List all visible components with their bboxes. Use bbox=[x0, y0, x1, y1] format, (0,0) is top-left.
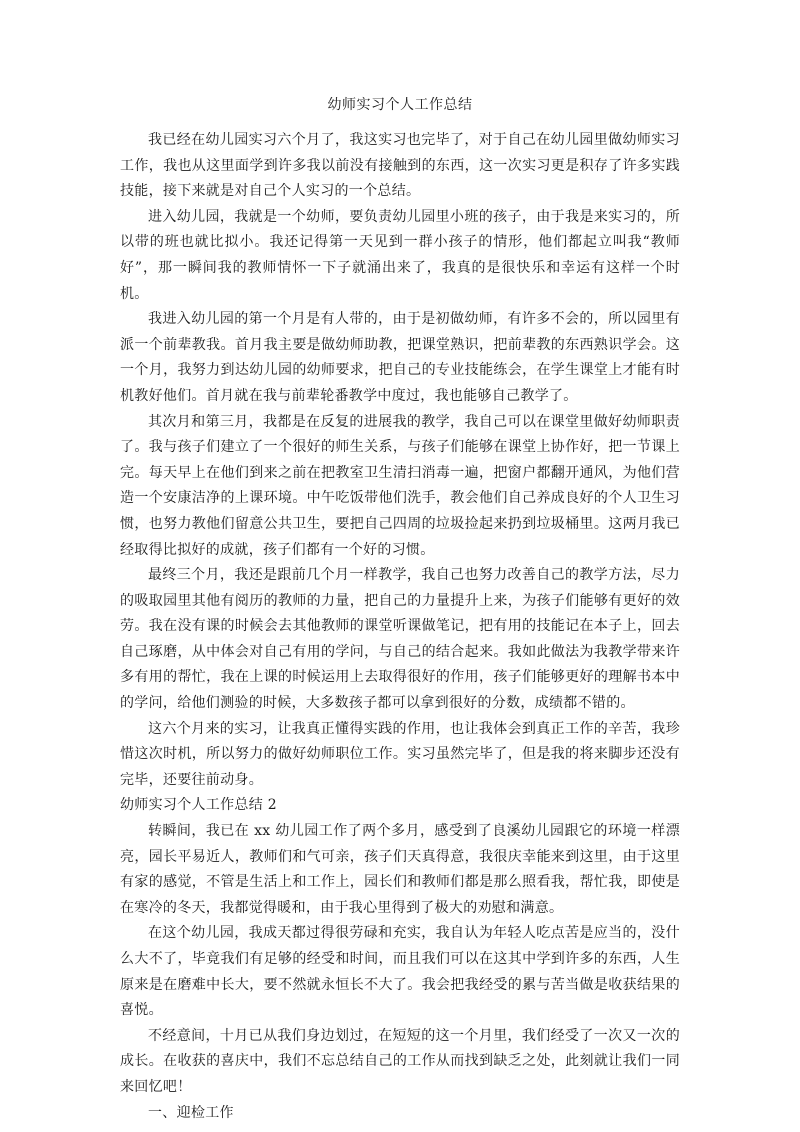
paragraph-6: 这六个月来的实习，让我真正懂得实践的作用，也让我体会到真正工作的辛苦，我珍惜这次时机，所以努力的做好幼师职位工作。实习虽然完毕了，但是我的将来脚步还没有完毕，还要往前动身。 bbox=[120, 720, 680, 788]
section-subtitle: 幼师实习个人工作总结 2 bbox=[120, 797, 277, 814]
paragraph-3: 我进入幼儿园的第一个月是有人带的，由于是初做幼师，有许多不会的，所以园里有派一个前辈教我。首月我主要是做幼师助教，把课堂熟识，把前辈教的东西熟识学会。这一个月，我努力到达幼儿园的幼师要求，把自己的专业技能练会，在学生课堂上才能有时机教好他们。首月就在我与前辈轮番教学中度过，我也能够自己教学了。 bbox=[120, 311, 680, 404]
paragraph-8: 在这个幼儿园，我成天都过得很劳碌和充实，我自认为年轻人吃点苦是应当的，没什么大不了，毕竟我们有足够的经受和时间，而且我们可以在这其中学到许多的东西，人生原来是在磨难中长大，要不然就永恒长不大了。我会把我经受的累与苦当做是收获结果的喜悦。 bbox=[120, 925, 680, 1019]
paragraph-2: 进入幼儿园，我就是一个幼师，要负责幼儿园里小班的孩子，由于我是来实习的，所以带的班也就比拟小。我还记得第一天见到一群小孩子的情形，他们都起立叫我“教师好”，那一瞬间我的教师情怀一下子就涌出来了，我真的是很快乐和幸运有这样一个时机。 bbox=[120, 208, 680, 302]
paragraph-7: 转瞬间，我已在 xx 幼儿园工作了两个多月，感受到了良溪幼儿园跟它的环境一样漂亮，园长平易近人，教师们和气可亲，孩子们天真得意，我很庆幸能来到这里，由于这里有家的感觉，不管是生活上和工作上，园长们和教师们都是那么照看我，帮忙我，即使是在寒冷的冬天，我都觉得暖和，由于我心里得到了极大的劝慰和满意。 bbox=[120, 823, 680, 916]
document-body bbox=[120, 128, 680, 1126]
section-heading: 一、迎检工作 bbox=[148, 1104, 234, 1121]
document-title: 幼师实习个人工作总结 bbox=[327, 97, 473, 113]
paragraph-9: 不经意间，十月已从我们身边划过，在短短的这一个月里，我们经受了一次又一次的成长。在收获的喜庆中，我们不忘总结自己的工作从而找到缺乏之处，此刻就让我们一同来回忆吧！ bbox=[120, 1027, 680, 1095]
paragraph-1: 我已经在幼儿园实习六个月了，我这实习也完毕了，对于自己在幼儿园里做幼师实习工作，我也从这里面学到许多我以前没有接触到的东西，这一次实习更是积存了许多实践技能，接下来就是对自己个人实习的一个总结。 bbox=[120, 132, 680, 200]
paragraph-5: 最终三个月，我还是跟前几个月一样教学，我自己也努力改善自己的教学方法，尽力的吸取园里其他有阅历的教师的力量，把自己的力量提升上来，为孩子们能够有更好的效劳。我在没有课的时候会去其他教师的课堂听课做笔记，把有用的技能记在本子上，回去自己琢磨，从中体会对自己有用的学问，与自己的结合起来。我如此做法为我教学带来许多有用的帮忙，我在上课的时候运用上去取得很好的作用，孩子们能够更好的理解书本中的学问，给他们测验的时候，大多数孩子都可以拿到很好的分数，成绩都不错的。 bbox=[120, 567, 680, 712]
paragraph-4: 其次月和第三月，我都是在反复的进展我的教学，我自己可以在课堂里做好幼师职责了。我与孩子们建立了一个很好的师生关系，与孩子们能够在课堂上协作好，把一节课上完。每天早上在他们到来之前在把教室卫生清扫消毒一遍，把窗户都翻开通风，为他们营造一个安康洁净的上课环境。中午吃饭带他们洗手，教会他们自己养成良好的个人卫生习惯，也努力教他们留意公共卫生，要把自己四周的垃圾捡起来扔到垃圾桶里。这两月我已经取得比拟好的成就，孩子们都有一个好的习惯。 bbox=[120, 413, 680, 558]
